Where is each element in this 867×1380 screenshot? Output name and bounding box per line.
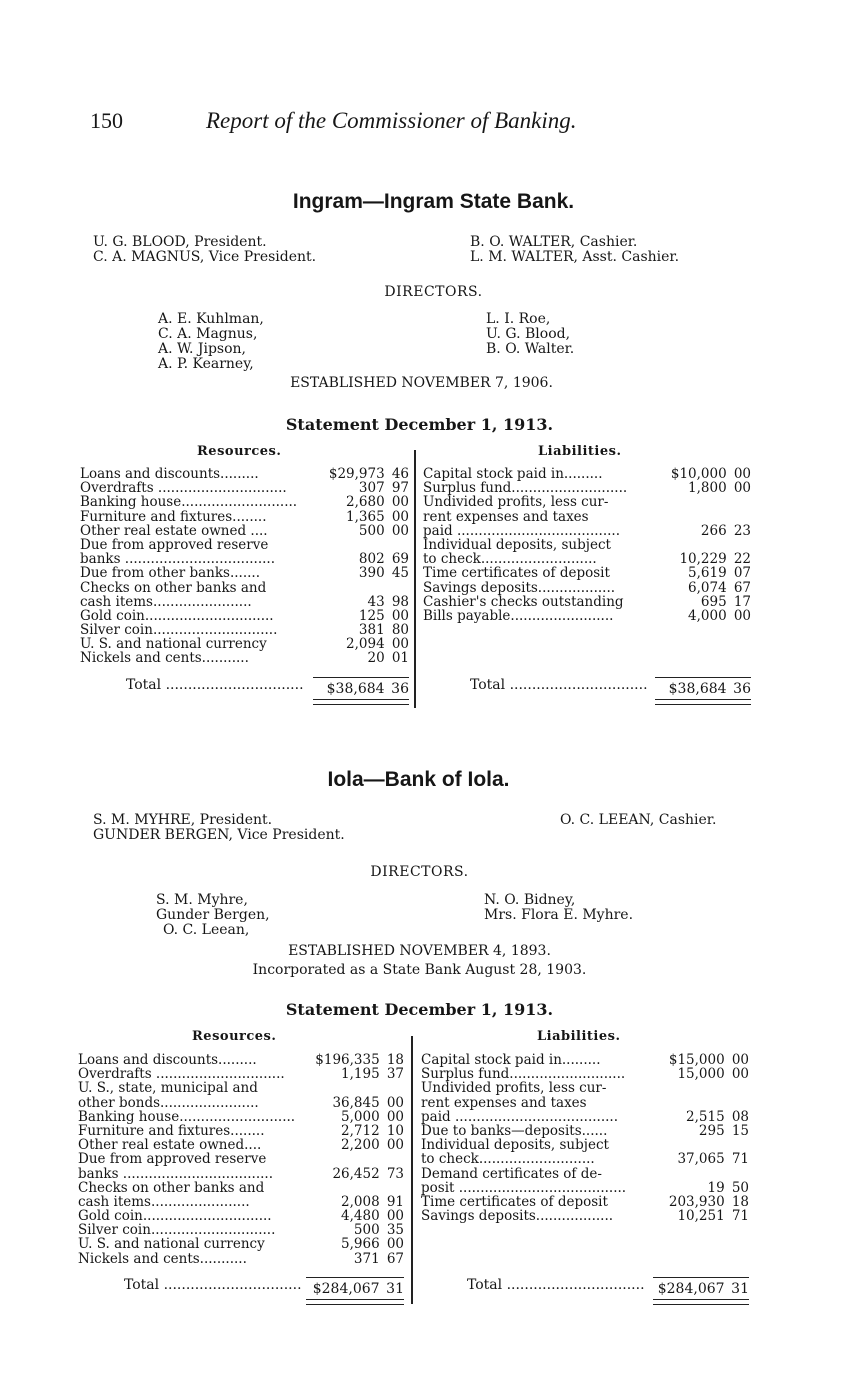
liability-label: Individual deposits, subject (421, 1138, 609, 1153)
liability-label: Demand certificates of de- (421, 1166, 602, 1181)
resource-row (80, 538, 409, 552)
liability-label: Cashier's checks outstanding (423, 594, 624, 609)
resource-label: Overdrafts .............................. (80, 481, 287, 496)
liabilities-list (421, 1053, 749, 1223)
resource-cents: 00 (391, 607, 409, 624)
director: A. E. Kuhlman, (158, 311, 264, 327)
liability-row (423, 566, 751, 580)
resource-label: Due from approved reserve (78, 1152, 267, 1167)
resource-label: Checks on other banks and (78, 1180, 265, 1195)
resource-dollars: 2,712 (341, 1122, 380, 1139)
double-rule (313, 699, 409, 705)
liability-cents: 15 (731, 1122, 749, 1139)
resource-cents: 80 (391, 622, 409, 639)
resources-list (80, 467, 409, 666)
resource-row (80, 637, 409, 651)
liability-row (423, 609, 751, 623)
resource-row (78, 1209, 404, 1223)
liability-row (421, 1167, 749, 1181)
officer: GUNDER BERGEN, Vice President. (93, 827, 345, 843)
resource-dollars: 26,452 (332, 1165, 380, 1182)
liability-dollars: $10,000 (670, 466, 727, 482)
liability-cents: 18 (731, 1193, 749, 1210)
resource-cents: 98 (391, 593, 409, 610)
directors-right (486, 312, 574, 357)
resource-label: Overdrafts .............................. (78, 1067, 285, 1082)
total-dollars: $284,067 (657, 1281, 725, 1297)
resource-label: U. S. and national currency (80, 637, 267, 652)
total-dollars: $284,067 (312, 1281, 380, 1297)
liability-row (423, 524, 751, 538)
resource-cents: 46 (391, 466, 409, 482)
resource-row (78, 1195, 404, 1209)
resource-dollars: 125 (358, 607, 385, 624)
director: C. A. Magnus, (158, 326, 258, 342)
liability-label: Capital stock paid in......... (421, 1053, 601, 1068)
resource-dollars: $29,973 (328, 466, 385, 482)
liability-dollars: $15,000 (668, 1052, 725, 1068)
liability-row (421, 1053, 749, 1067)
resource-cents: 10 (386, 1122, 404, 1139)
liability-dollars: 15,000 (677, 1066, 725, 1083)
liabilities-total-row (470, 677, 751, 697)
total-cents: 36 (391, 681, 409, 697)
liability-label: rent expenses and taxes (421, 1095, 587, 1110)
liability-label: Bills payable........................ (423, 608, 614, 624)
resource-row (80, 581, 409, 595)
resource-dollars: 2,008 (341, 1193, 380, 1210)
resource-cents: 69 (391, 551, 409, 568)
directors-heading: DIRECTORS. (370, 864, 469, 880)
liability-row (421, 1195, 749, 1209)
resource-dollars: 500 (358, 522, 385, 539)
total-label: Total ............................... (126, 677, 304, 693)
resource-label: Furniture and fixtures........ (80, 509, 267, 524)
liability-row (423, 467, 751, 481)
director: S. M. Myhre, (156, 892, 248, 908)
liability-label: Surplus fund........................... (423, 481, 628, 496)
running-head (90, 108, 577, 134)
liability-row (423, 581, 751, 595)
liability-dollars: 695 (700, 593, 727, 610)
officer: L. M. WALTER, Asst. Cashier. (470, 249, 680, 265)
directors-left (158, 312, 264, 372)
statement-heading: Statement December 1, 1913. (285, 415, 554, 434)
resource-row (80, 566, 409, 580)
liability-label: posit ....................................... (421, 1180, 627, 1195)
resource-row (78, 1152, 404, 1166)
resource-row (80, 481, 409, 495)
liability-cents: 00 (733, 607, 751, 624)
liabilities-heading: Liabilities. (538, 444, 622, 459)
resource-label: Silver coin............................. (80, 623, 278, 638)
resource-row (80, 467, 409, 481)
resource-dollars: 390 (358, 565, 385, 582)
liability-cents: 22 (733, 551, 751, 568)
resource-dollars: $196,335 (315, 1052, 380, 1068)
resource-label: Banking house........................... (80, 495, 298, 510)
directors-right (484, 893, 633, 923)
resource-label: cash items....................... (78, 1194, 250, 1210)
officer: B. O. WALTER, Cashier. (470, 234, 638, 250)
liability-label: to check........................... (423, 552, 597, 567)
total-label: Total ............................... (470, 677, 648, 693)
liability-row (423, 538, 751, 552)
resource-row (78, 1237, 404, 1251)
liability-row (423, 552, 751, 566)
liability-row (423, 510, 751, 524)
resource-label: Due from other banks....... (80, 566, 260, 581)
resource-dollars: 2,094 (346, 636, 385, 653)
officers-left (93, 813, 345, 843)
director: A. P. Kearney, (158, 356, 254, 372)
resource-label: Loans and discounts......... (78, 1053, 257, 1068)
resource-dollars: 1,365 (346, 508, 385, 525)
liability-dollars: 10,251 (677, 1208, 725, 1225)
liability-row (423, 495, 751, 509)
resource-row (78, 1053, 404, 1067)
resource-row (78, 1096, 404, 1110)
director: Mrs. Flora E. Myhre. (484, 907, 634, 923)
officer: O. C. LEEAN, Cashier. (560, 812, 717, 828)
column-divider (414, 450, 416, 708)
bank-title: Iola—Bank of Iola. (327, 768, 510, 791)
established-date: ESTABLISHED NOVEMBER 4, 1893. (288, 943, 551, 959)
resource-dollars: 5,000 (341, 1108, 380, 1125)
liabilities-total-row (467, 1277, 749, 1297)
liabilities-heading: Liabilities. (537, 1029, 621, 1044)
resource-label: U. S. and national currency (78, 1237, 265, 1252)
officer: S. M. MYHRE, President. (93, 812, 273, 828)
liability-row (421, 1096, 749, 1110)
resource-label: other bonds....................... (78, 1095, 259, 1110)
resource-cents: 01 (391, 650, 409, 667)
resource-row (80, 595, 409, 609)
director: A. W. Jipson, (158, 341, 246, 357)
liability-label: Time certificates of deposit (423, 566, 610, 581)
resource-row (78, 1110, 404, 1124)
resource-cents: 67 (386, 1250, 404, 1267)
liability-row (421, 1138, 749, 1152)
resource-dollars: 36,845 (332, 1094, 380, 1111)
resource-label: Other real estate owned.... (78, 1138, 262, 1153)
liability-row (421, 1124, 749, 1138)
resource-label: Loans and discounts......... (80, 467, 259, 482)
resource-cents: 91 (386, 1193, 404, 1210)
officers-left (93, 235, 316, 265)
liability-cents: 50 (731, 1179, 749, 1196)
resources-heading: Resources. (192, 1029, 277, 1044)
liability-row (421, 1067, 749, 1081)
directors-heading: DIRECTORS. (384, 284, 483, 300)
resource-label: banks ................................... (80, 552, 275, 567)
total-label: Total ............................... (467, 1277, 645, 1293)
page-number: 150 (90, 108, 123, 133)
resources-total-row (126, 677, 409, 697)
resource-row (80, 524, 409, 538)
liability-cents: 67 (733, 579, 751, 596)
resource-row (78, 1138, 404, 1152)
running-title: Report of the Commissioner of Banking. (206, 108, 577, 133)
liability-row (421, 1081, 749, 1095)
liability-label: paid ...................................... (423, 523, 621, 538)
liability-dollars: 37,065 (677, 1151, 725, 1168)
officers-right (560, 813, 716, 828)
resource-row (78, 1081, 404, 1095)
liability-dollars: 266 (700, 522, 727, 539)
resources-total-row (124, 1277, 404, 1297)
liability-dollars: 295 (698, 1122, 725, 1139)
liability-dollars: 6,074 (688, 579, 727, 596)
resources-list (78, 1053, 404, 1266)
resource-cents: 00 (391, 508, 409, 525)
resource-cents: 00 (391, 636, 409, 653)
resource-label: U. S., state, municipal and (78, 1081, 258, 1096)
resource-cents: 00 (386, 1137, 404, 1154)
resource-label: Banking house........................... (78, 1109, 296, 1124)
resource-cents: 18 (386, 1052, 404, 1068)
resource-row (80, 552, 409, 566)
resource-row (80, 651, 409, 665)
total-cents: 31 (386, 1281, 404, 1297)
resource-label: Gold coin.............................. (78, 1209, 272, 1224)
liability-dollars: 2,515 (686, 1108, 725, 1125)
resource-dollars: 20 (367, 650, 385, 667)
liability-label: Surplus fund........................... (421, 1067, 626, 1082)
resource-row (78, 1223, 404, 1237)
resource-cents: 45 (391, 565, 409, 582)
total-cents: 31 (731, 1281, 749, 1297)
resource-row (78, 1167, 404, 1181)
liability-label: Savings deposits.................. (423, 580, 616, 595)
officer: C. A. MAGNUS, Vice President. (93, 249, 317, 265)
officer: U. G. BLOOD, President. (93, 234, 267, 250)
liability-row (423, 595, 751, 609)
total-dollars: $38,684 (668, 681, 727, 697)
resource-label: Gold coin.............................. (80, 608, 274, 624)
resource-dollars: 371 (353, 1250, 380, 1267)
resource-label: Checks on other banks and (80, 580, 267, 595)
resources-heading: Resources. (197, 444, 282, 459)
total-dollars: $38,684 (326, 681, 385, 697)
liability-row (421, 1110, 749, 1124)
resource-dollars: 5,966 (341, 1236, 380, 1253)
liabilities-list (423, 467, 751, 623)
resource-dollars: 43 (367, 593, 385, 610)
director: Gunder Bergen, (156, 907, 270, 923)
liability-cents: 00 (731, 1066, 749, 1083)
resource-cents: 37 (386, 1066, 404, 1083)
column-divider (411, 1036, 413, 1304)
resource-row (80, 609, 409, 623)
resource-dollars: 381 (358, 622, 385, 639)
resource-dollars: 2,680 (346, 494, 385, 511)
directors-left (156, 893, 270, 938)
director: B. O. Walter. (486, 341, 575, 357)
officers-right (470, 235, 679, 265)
resource-dollars: 1,195 (341, 1066, 380, 1083)
liability-row (421, 1209, 749, 1223)
total-label: Total ............................... (124, 1277, 302, 1293)
liability-label: Time certificates of deposit (421, 1194, 608, 1210)
director: L. I. Roe, (486, 311, 551, 327)
resource-row (78, 1252, 404, 1266)
resource-dollars: 802 (358, 551, 385, 568)
double-rule (655, 699, 751, 705)
liability-dollars: 4,000 (688, 607, 727, 624)
resource-dollars: 500 (353, 1222, 380, 1239)
resource-dollars: 4,480 (341, 1208, 380, 1225)
resource-label: Furniture and fixtures........ (78, 1123, 265, 1139)
established-date: ESTABLISHED NOVEMBER 7, 1906. (290, 375, 553, 391)
liability-label: Savings deposits.................. (421, 1209, 614, 1224)
resource-cents: 00 (391, 522, 409, 539)
liability-row (421, 1181, 749, 1195)
liability-cents: 08 (731, 1108, 749, 1125)
liability-cents: 17 (733, 593, 751, 610)
resource-dollars: 307 (358, 480, 385, 497)
resource-row (80, 623, 409, 637)
liability-label: to check........................... (421, 1152, 595, 1167)
liability-dollars: 19 (707, 1179, 725, 1196)
double-rule (653, 1299, 749, 1305)
liability-label: Individual deposits, subject (423, 537, 611, 553)
liability-dollars: 10,229 (679, 551, 727, 568)
liability-label: paid ...................................... (421, 1109, 619, 1124)
resource-label: Nickels and cents........... (78, 1251, 247, 1266)
resource-label: Nickels and cents........... (80, 651, 249, 666)
liability-label: Undivided profits, less cur- (423, 495, 609, 510)
incorporated-date: Incorporated as a State Bank August 28, 1903. (252, 962, 587, 978)
liability-cents: 00 (733, 466, 751, 482)
liability-row (423, 481, 751, 495)
resource-row (78, 1067, 404, 1081)
liability-cents: 00 (733, 480, 751, 497)
liability-row (421, 1152, 749, 1166)
resource-cents: 73 (386, 1165, 404, 1182)
resource-cents: 00 (386, 1094, 404, 1111)
liability-label: Due to banks—deposits...... (421, 1123, 608, 1139)
resource-cents: 00 (391, 494, 409, 511)
resource-row (78, 1181, 404, 1195)
liability-label: Undivided profits, less cur- (421, 1081, 607, 1096)
resource-cents: 00 (386, 1236, 404, 1253)
liability-dollars: 203,930 (668, 1193, 725, 1210)
liability-cents: 71 (731, 1151, 749, 1168)
liability-cents: 07 (733, 565, 751, 582)
resource-row (78, 1124, 404, 1138)
liability-label: Capital stock paid in......... (423, 467, 603, 482)
total-cents: 36 (733, 681, 751, 697)
liability-dollars: 1,800 (688, 480, 727, 497)
bank-title: Ingram—Ingram State Bank. (292, 190, 575, 213)
resource-label: Due from approved reserve (80, 537, 269, 553)
double-rule (306, 1299, 404, 1305)
resource-cents: 00 (386, 1208, 404, 1225)
resource-cents: 97 (391, 480, 409, 497)
resource-label: banks ................................... (78, 1166, 273, 1181)
director: U. G. Blood, (486, 326, 571, 342)
statement-heading: Statement December 1, 1913. (285, 1000, 554, 1019)
liability-cents: 71 (731, 1208, 749, 1225)
liability-cents: 00 (731, 1052, 749, 1068)
resource-dollars: 2,200 (341, 1137, 380, 1154)
resource-cents: 00 (386, 1108, 404, 1125)
director: O. C. Leean, (163, 922, 250, 938)
resource-label: cash items....................... (80, 594, 252, 609)
resource-cents: 35 (386, 1222, 404, 1239)
liability-label: rent expenses and taxes (423, 509, 589, 524)
liability-cents: 23 (733, 522, 751, 539)
liability-dollars: 5,619 (688, 565, 727, 582)
resource-row (80, 510, 409, 524)
resource-label: Other real estate owned .... (80, 523, 268, 538)
resource-label: Silver coin............................. (78, 1223, 276, 1238)
director: N. O. Bidney, (484, 892, 576, 908)
resource-row (80, 495, 409, 509)
